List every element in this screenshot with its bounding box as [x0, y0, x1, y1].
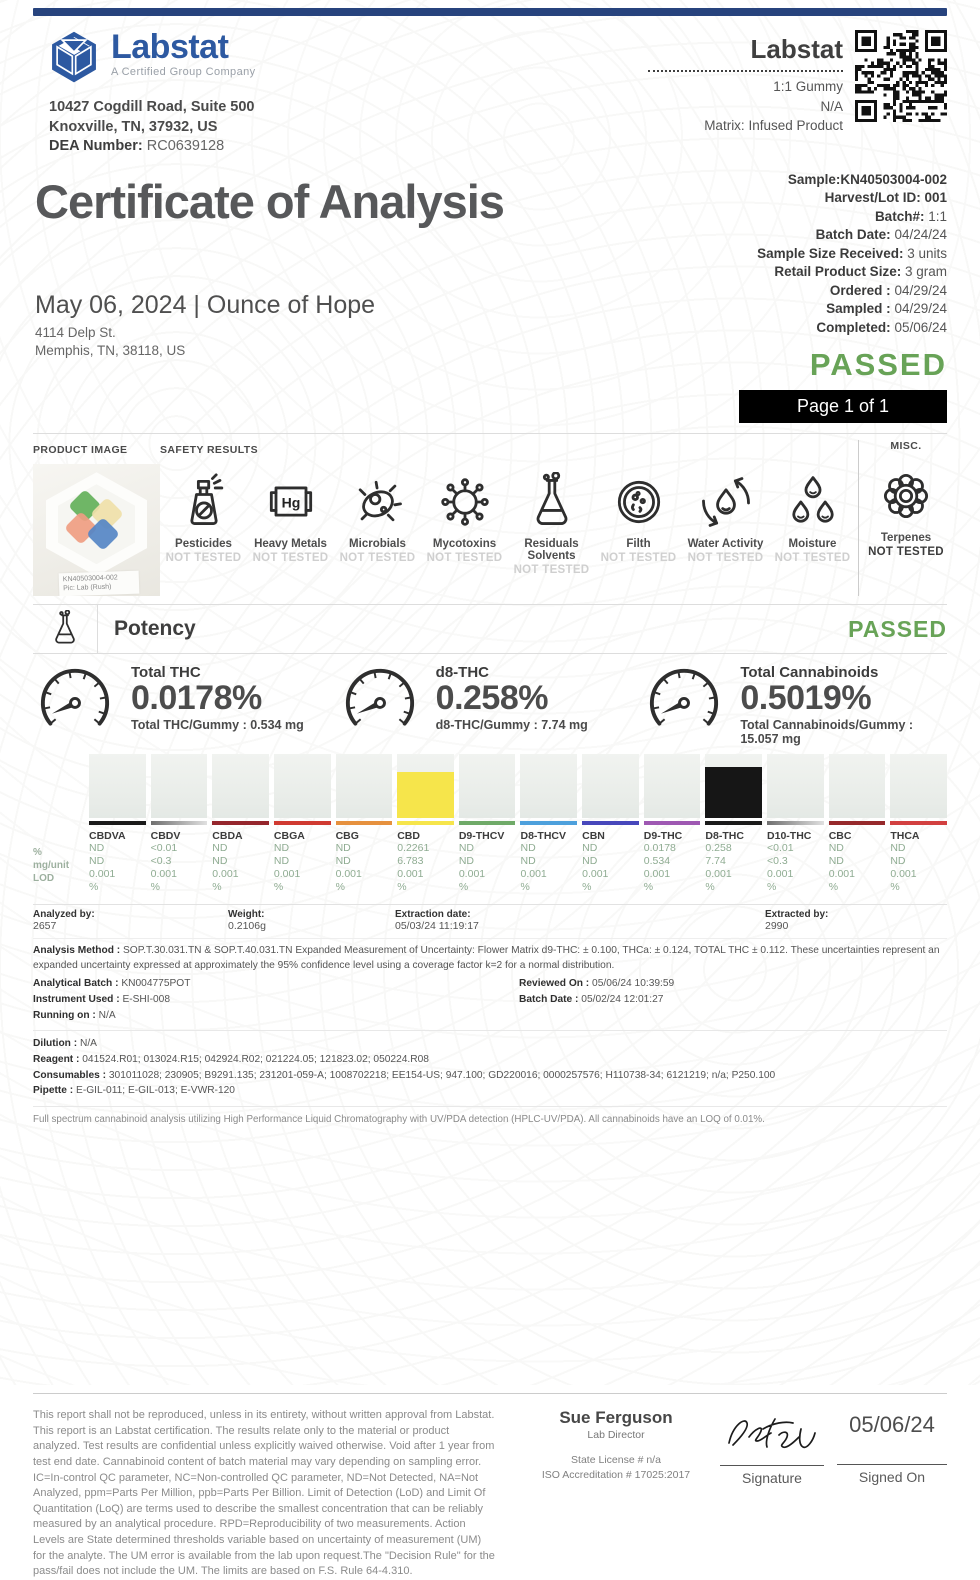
bacteria-icon	[348, 472, 408, 532]
virus-icon	[435, 472, 495, 532]
cannabinoid-bar-fill	[705, 767, 762, 818]
droplets-icon	[783, 472, 843, 532]
safety-test-pesticides: Pesticides NOT TESTED	[160, 468, 247, 576]
cannabinoid-underline	[397, 821, 454, 825]
spray-bottle-icon	[174, 472, 234, 532]
cannabinoid-bar	[520, 754, 577, 818]
cannabinoid-underline	[274, 821, 331, 825]
signature-glyph	[717, 1408, 827, 1460]
cannabinoid-underline	[829, 821, 886, 825]
method-note: Full spectrum cannabinoid analysis utilizing High Performance Liquid Chromatography with UV/PDA detection (HPLC-UV/PDA). All cannabinoids have an LOQ of 0.01%.	[33, 1106, 947, 1125]
gauge-icon	[642, 664, 726, 738]
sample-metadata: Sample:KN40503004-002 Harvest/Lot ID: 001 Batch#: 1:1 Batch Date: 04/24/24 Sample Size Received: 3 units Retail Product Size: 3 gram Ordered : 04/29/24 Sampled : 04/29/24 Completed: 05/06/24	[757, 171, 947, 335]
cannabinoid-underline	[890, 821, 947, 825]
dotted-separator	[648, 70, 843, 72]
cannabinoid-underline	[705, 821, 762, 825]
cannabinoid-underline	[520, 821, 577, 825]
signed-date-block: 05/06/24 Signed On	[837, 1408, 947, 1580]
product-subname: N/A	[820, 98, 843, 114]
top-accent-bar	[33, 8, 947, 16]
cannabinoid-column: CBC ND ND 0.001 %	[829, 754, 886, 894]
safety-test-mycotoxins: Mycotoxins NOT TESTED	[421, 468, 508, 576]
cannabinoid-column: CBDVA ND ND 0.001 %	[89, 754, 146, 894]
cannabinoid-bar	[336, 754, 393, 818]
cannabinoid-bar	[890, 754, 947, 818]
client-block: May 06, 2024 | Ounce of Hope 4114 Delp St. Memphis, TN, 38118, US	[35, 290, 504, 360]
product-image-header: PRODUCT IMAGE	[33, 444, 128, 457]
safety-test-microbials: Microbials NOT TESTED	[334, 468, 421, 576]
cannabinoid-column: CBD 0.2261 6.783 0.001 %	[397, 754, 454, 894]
product-name: 1:1 Gummy	[773, 79, 843, 94]
misc-section	[858, 440, 949, 596]
cannabinoid-bar-fill	[397, 772, 454, 818]
cannabinoid-column: CBGA ND ND 0.001 %	[274, 754, 331, 894]
footer	[33, 1393, 947, 1580]
brand-name: Labstat	[111, 28, 229, 66]
gauge-icon	[33, 664, 117, 738]
page-indicator: Page 1 of 1	[739, 390, 947, 423]
lab-name: Labstat	[750, 34, 843, 64]
mercury-hg-icon	[261, 472, 321, 532]
safety-test-filth: Filth NOT TESTED	[595, 468, 682, 576]
misc-test-terpenes: Terpenes NOT TESTED	[863, 462, 949, 558]
cannabinoid-column: CBDV <0.01 <0.3 0.001 %	[151, 754, 208, 894]
cannabinoid-bar	[89, 754, 146, 818]
matrix-type: Matrix: Infused Product	[704, 118, 843, 134]
overall-status-badge: PASSED	[809, 347, 947, 383]
cannabinoid-column: CBG ND ND 0.001 %	[336, 754, 393, 894]
disclaimer-text: This report shall not be reproduced, unless in its entirety, without written approval from Labstat. This report is an Labstat certification. The results relate only to the material or product analyzed. Test results are confidential unless explicitly waived otherwise. Void after 1 year from test end date. Cannabinoid content of batch material may vary depending on sampling error. IC=In-control QC parameter, NC=Non-controlled QC parameter, ND=Not Detected, NA=Not Analyzed, ppm=Parts Per Million, ppb=Parts Per Billion. Limit of Detection (LoD) and Limit Of Quantitation (LoQ) are terms used to describe the smallest concentration that can be reliably measured by an analytical procedure. RPD=Reproducibility of two measurements. Action Levels are State determined thresholds variable based on uncertainty of measurement (UM) for the analyte. The UM error is available from the lab upon request.The "Decision Rule" for the pass/fail does not include the UM. The limits are based on F.S. Rule 64-4.310.	[33, 1409, 495, 1578]
product-photo	[33, 464, 160, 596]
gauge-total-cannabinoids: Total Cannabinoids 0.5019% Total Cannabinoids/Gummy : 15.057 mg	[642, 664, 947, 746]
cannabinoid-bar	[151, 754, 208, 818]
cannabinoid-underline	[212, 821, 269, 825]
labstat-logo-icon	[47, 30, 101, 84]
divider	[33, 433, 947, 434]
gauge-icon	[338, 664, 422, 738]
cannabinoid-bar	[212, 754, 269, 818]
cannabinoid-underline	[89, 821, 146, 825]
header	[33, 30, 947, 157]
potency-status-badge: PASSED	[848, 615, 947, 642]
cannabinoid-bar	[705, 754, 762, 818]
gauge-d8-thc: d8-THC 0.258% d8-THC/Gummy : 7.74 mg	[338, 664, 643, 746]
report-date-client: May 06, 2024 | Ounce of Hope	[35, 291, 376, 320]
safety-results-header: SAFETY RESULTS	[160, 444, 258, 457]
materials-block: Dilution : N/A Reagent : 041524.R01; 013024.R15; 042924.R02; 021224.05; 121823.02; 050224.R08 Consumables : 301011028; 230905; B9291.135; 231201-059-A; 1008702218; EE154-US; 947.100; GD220016; 0000257576; H110738-34; 6121219; n/a; P250.100 Pipette : E-GIL-011; E-GIL-013; E-VWR-120	[33, 1030, 947, 1099]
flask-icon	[522, 472, 582, 532]
cannabinoid-bar	[459, 754, 516, 818]
signed-on-line	[837, 1464, 947, 1465]
cannabinoid-underline	[644, 821, 701, 825]
cannabinoid-column: D8-THC 0.258 7.74 0.001 %	[705, 754, 762, 894]
droplet-cycle-icon	[696, 472, 756, 532]
potency-gauges	[33, 664, 947, 746]
cannabinoid-column: CBDA ND ND 0.001 %	[212, 754, 269, 894]
signer-block: Sue Ferguson Lab Director State License # n/a ISO Accreditation # 17025:2017	[541, 1408, 691, 1481]
labstat-logo	[33, 30, 256, 84]
flower-icon	[876, 466, 936, 526]
cannabinoid-underline	[767, 821, 824, 825]
product-summary	[648, 36, 843, 136]
photo-label: KN40503004-002 Pic: Lab (Rush)	[59, 570, 140, 595]
cannabinoid-underline	[151, 821, 208, 825]
cannabinoid-bar	[767, 754, 824, 818]
page-title: Certificate of Analysis	[35, 174, 504, 228]
blank-area	[33, 1125, 947, 1393]
analysis-meta: Analyzed by: 2657 Weight: 0.2106g Extraction date: 05/03/24 11:19:17 Extracted by: 2990	[33, 904, 947, 932]
signature-line	[720, 1465, 824, 1466]
cannabinoid-row-labels: % mg/unit LOD	[33, 846, 70, 884]
cannabinoid-column: THCA ND ND 0.001 %	[890, 754, 947, 894]
cannabinoid-column: D9-THCV ND ND 0.001 %	[459, 754, 516, 894]
safety-strip	[33, 440, 947, 596]
analysis-method: Analysis Method : SOP.T.30.031.TN & SOP.T.40.031.TN Expanded Measurement of Uncertainty: Flower Matrix d9-THC: ± 0.100, THCa: ± 0.124, TOTAL THC ± 0.112. These uncertainties represent an expanded uncertainty expressed at approximately the 95% confidence level using a coverage factor k=2 for a normal distribution. Analytical Batch : KN004775POT Instrument Used : E-SHI-008 Running on : N/A Reviewed On : 05/06/24 10:39:59 Batch Date : 05/02/24 12:01:27	[33, 938, 947, 1024]
cannabinoid-bar	[274, 754, 331, 818]
brand-tagline: A Certified Group Company	[111, 66, 256, 78]
misc-header: MISC.	[890, 440, 922, 453]
safety-test-residual-solvents: Residuals Solvents NOT TESTED	[508, 468, 595, 576]
petri-dish-icon	[609, 472, 669, 532]
lab-address: 10427 Cogdill Road, Suite 500 Knoxville, TN, 37932, US DEA Number: RC0639128	[49, 99, 255, 155]
signature-block: Signature	[707, 1408, 837, 1580]
cannabinoid-column: D9-THC 0.0178 0.534 0.001 %	[644, 754, 701, 894]
cannabinoid-column: D10-THC <0.01 <0.3 0.001 %	[767, 754, 824, 894]
cannabinoid-table	[33, 754, 947, 894]
gauge-total-thc: Total THC 0.0178% Total THC/Gummy : 0.534 mg	[33, 664, 338, 746]
cannabinoid-underline	[582, 821, 639, 825]
safety-test-moisture: Moisture NOT TESTED	[769, 468, 856, 576]
cannabinoid-bar	[644, 754, 701, 818]
safety-test-heavy-metals: Hg Heavy Metals NOT TESTED	[247, 468, 334, 576]
potency-section-header	[33, 604, 947, 654]
potency-title: Potency	[114, 617, 196, 641]
cannabinoid-column: D8-THCV ND ND 0.001 %	[520, 754, 577, 894]
potency-flask-icon	[46, 610, 84, 648]
cannabinoid-underline	[336, 821, 393, 825]
cannabinoid-bar	[829, 754, 886, 818]
safety-test-water-activity: Water Activity NOT TESTED	[682, 468, 769, 576]
qr-code	[855, 30, 947, 122]
cannabinoid-bar	[582, 754, 639, 818]
svg-text:Hg: Hg	[281, 494, 300, 511]
cannabinoid-bar	[397, 754, 454, 818]
cannabinoid-column: CBN ND ND 0.001 %	[582, 754, 639, 894]
cannabinoid-underline	[459, 821, 516, 825]
